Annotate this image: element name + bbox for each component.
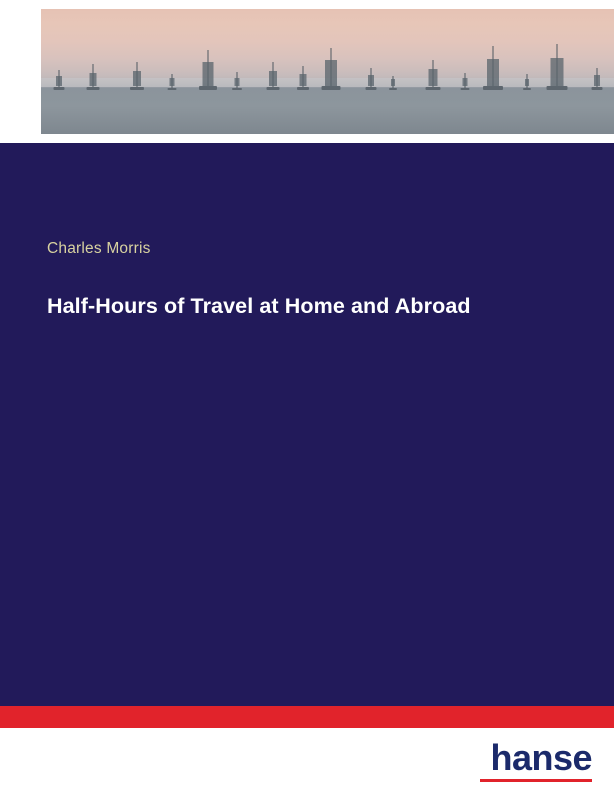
- cover-photo-band: [0, 0, 614, 143]
- publisher-logo-underline: [480, 779, 592, 782]
- photo-sea: [41, 88, 614, 134]
- author-name: Charles Morris: [47, 240, 151, 257]
- cover-photograph: [41, 9, 614, 134]
- accent-bar: [0, 706, 614, 728]
- book-title: Half-Hours of Travel at Home and Abroad: [47, 294, 471, 318]
- publisher-logo: hanse: [490, 737, 592, 778]
